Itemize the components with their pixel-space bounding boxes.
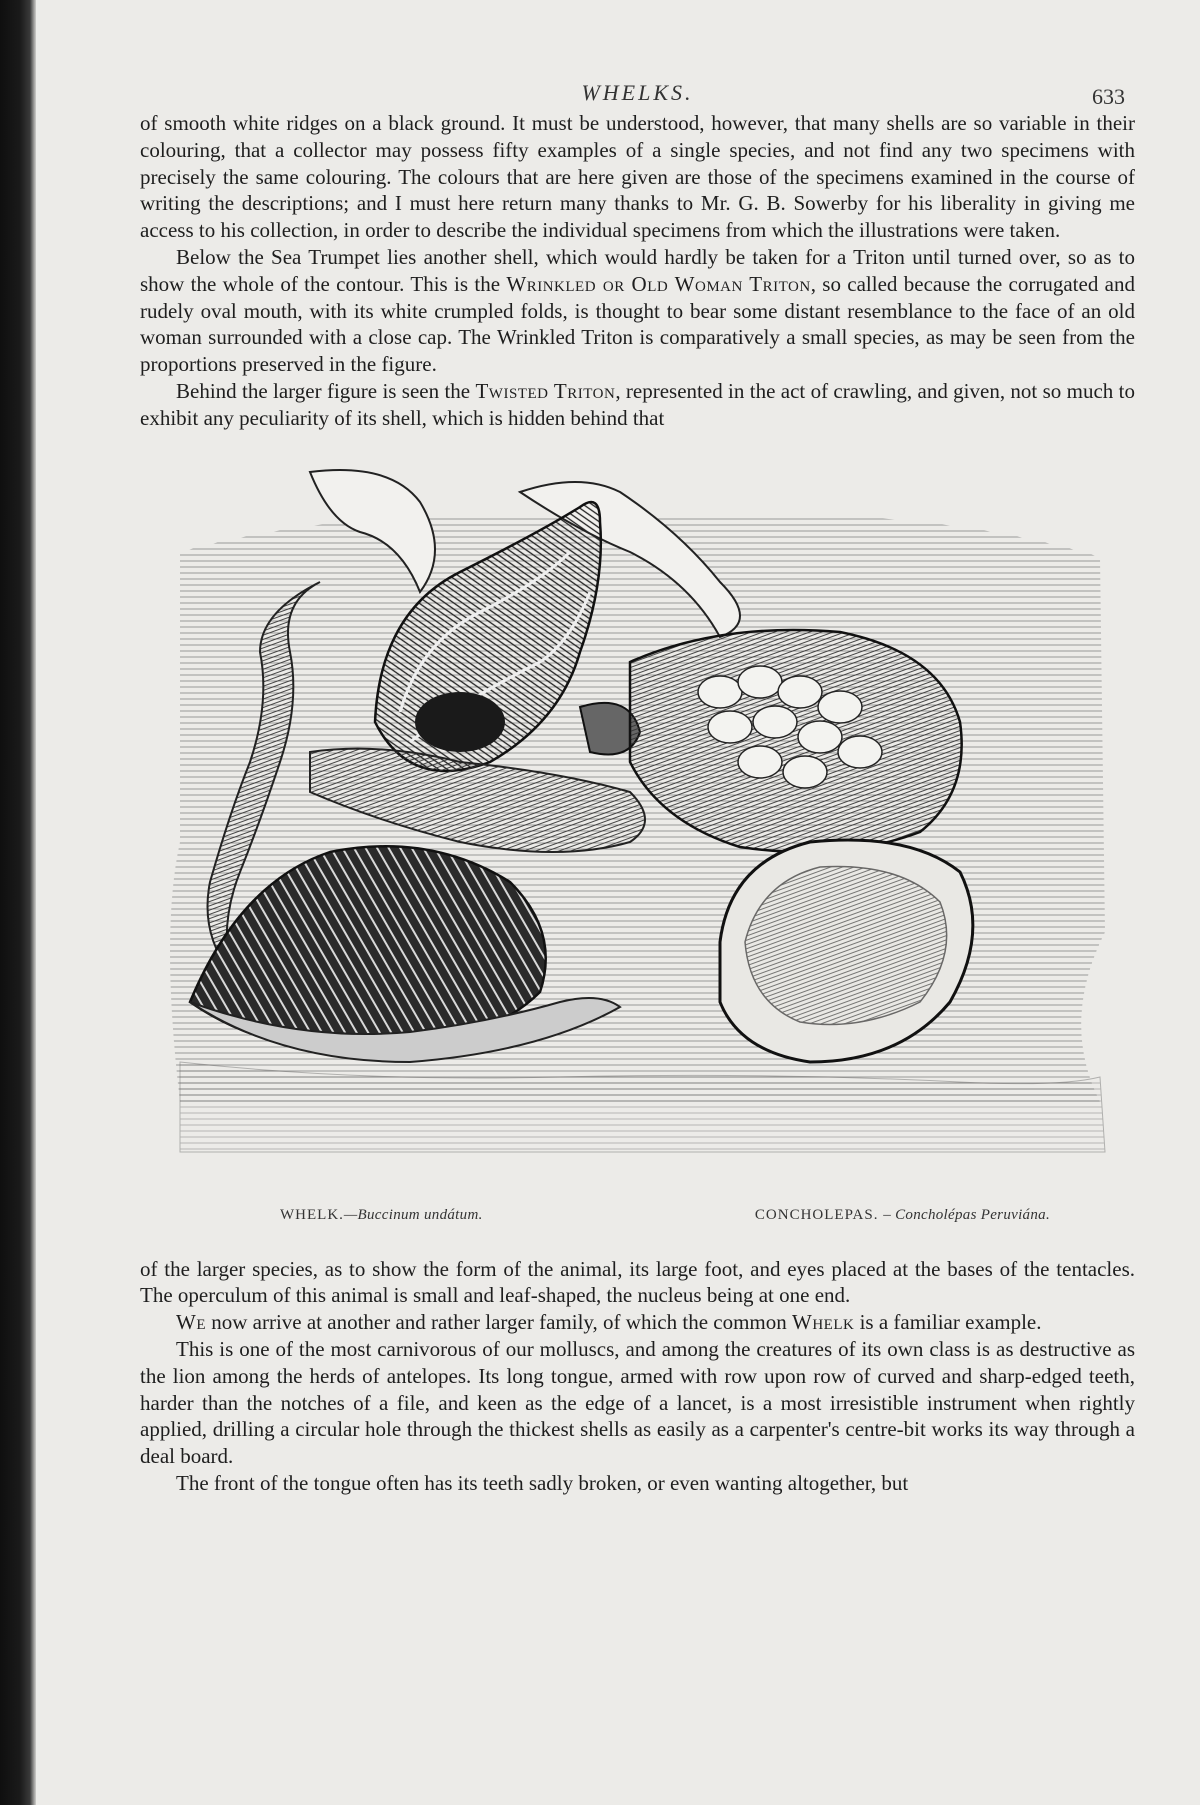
book-binding-edge [0, 0, 36, 1805]
engraving-illustration [160, 462, 1120, 1207]
text-run: , so called because the corrugated and rudely oval mouth, with its white crumpled folds, is thought to bear some distant resemblance to the face of an old woman surrounded with a close cap. The Wrinkled Triton is comparatively a small species, as may be seen from the proportions preserved in the figure. [140, 271, 1135, 377]
paragraph: of the larger species, as to show the form of the animal, its large foot, and eyes placed at the bases of the tentacles. The operculum of this animal is small and leaf-shaped, the nucleus being at one end. [140, 1256, 1135, 1308]
upper-text-block [140, 110, 1135, 432]
caption-label: CONCHOLEPAS. [754, 1206, 879, 1223]
whelk-aperture [415, 692, 505, 752]
text-run: Behind the larger figure is seen the [176, 378, 476, 403]
figure-captions [280, 1207, 1050, 1224]
small-caps-term: Whelk [792, 1310, 855, 1335]
paragraph: of smooth white ridges on a black ground. It must be understood, however, that many shells are so variable in their colouring, that a collector may possess fifty examples of a single species, and not find any two specimens with precisely the same colouring. The colours that are here given are those of the specimens examined in the course of writing the descriptions; and I must here return many thanks to Mr. G. B. Sowerby for his liberality in giving me access to his collection, in order to describe the individual specimens from which the illustrations were taken. [140, 111, 1135, 243]
running-head [140, 70, 1135, 110]
lower-text-block [140, 1256, 1135, 1497]
small-caps-term: Twisted Triton [475, 378, 616, 403]
text-run: is a familiar example. [854, 1310, 1042, 1335]
running-title: WHELKS. [581, 80, 694, 105]
text-run: , represented in the act of crawling, and given, not so much to exhibit any peculiarity of its shell, which is hidden behind that [140, 378, 1135, 430]
concholepas-shell-top [630, 630, 962, 852]
text-run: Below the Sea Trumpet lies another shell, which would hardly be taken for a Triton until turned over, so as to show the whole of the contour. This is the [140, 244, 1135, 296]
small-caps-term: Wrinkled or Old Woman Triton [506, 271, 811, 296]
book-page [140, 70, 1135, 1497]
caption-concholepas [755, 1207, 1050, 1224]
shell-engraving-figure [160, 462, 1120, 1207]
paragraph [140, 244, 1135, 378]
shell-interior-shading [745, 866, 947, 1024]
paragraph [140, 378, 1135, 432]
caption-label: WHELK. [280, 1206, 344, 1223]
page-number: 633 [1092, 84, 1125, 109]
paragraph: This is one of the most carnivorous of our molluscs, and among the creatures of its own class is as destructive as the lion among the herds of antelopes. Its long tongue, armed with row upon row of curved and sharp-edged teeth, harder than the notches of a file, and keen as the edge of a lancet, is a most irresistible instrument when rightly applied, drilling a circular hole through the thickest shells as easily as a carpenter's centre-bit works its way through a deal board. [140, 1336, 1135, 1469]
paragraph: The front of the tongue often has its teeth sadly broken, or even wanting altogether, but [176, 1470, 909, 1495]
caption-latin-name: – Concholépas Peruviána. [883, 1206, 1050, 1223]
small-caps-term: We [176, 1310, 206, 1335]
paragraph [140, 1309, 1135, 1336]
caption-whelk [280, 1207, 483, 1224]
text-run: now arrive at another and rather larger family, of which the common [205, 1310, 793, 1335]
caption-latin-name: —Buccinum undátum. [343, 1206, 483, 1223]
